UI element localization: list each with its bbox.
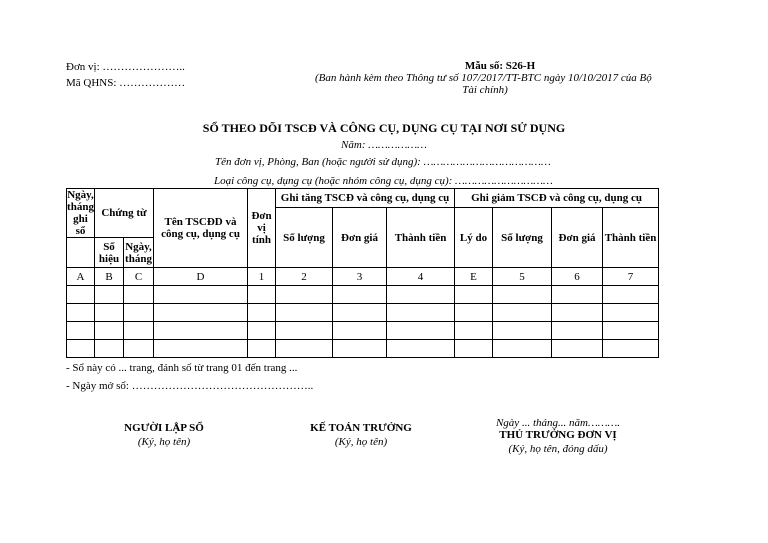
header-date-cont [67,238,95,268]
page-title: SỔ THEO DÕI TSCĐ VÀ CÔNG CỤ, DỤNG CỤ TẠI NƠI SỬ DỤNG [202,121,566,135]
code-cell: D [154,268,248,286]
sign-date-line: Ngày ... tháng... năm………. [495,417,621,429]
header-amount-decrease: Thành tiền [603,208,659,268]
code-cell: C [124,268,154,286]
code-cell: 5 [493,268,552,286]
preparer-sub: (Ký, họ tên) [137,436,191,448]
qhns-line: Mã QHNS: ……………… [66,77,186,89]
code-cell: 1 [248,268,276,286]
dept-line: Tên đơn vị, Phòng, Ban (hoặc người sử dụng): ………………………………… [215,156,551,168]
header-date: Ngày, tháng ghi sổ [67,189,94,237]
code-cell: 6 [552,268,603,286]
preparer-title: NGƯỜI LẬP SỔ [124,422,204,434]
header-voucher-no: Số hiệu [95,238,124,268]
code-cell: 3 [333,268,387,286]
header-amount-increase: Thành tiền [387,208,455,268]
head-sub: (Ký, họ tên, đóng dấu) [508,443,608,455]
accountant-title: KẾ TOÁN TRƯỞNG [310,422,412,434]
header-price-decrease: Đơn giá [552,208,603,268]
header-qty-increase: Số lượng [276,208,333,268]
form-number: Mẫu số: S26-H [464,60,536,72]
table-row [67,286,659,304]
accountant-sub: (Ký, họ tên) [334,436,388,448]
code-cell: E [455,268,493,286]
header-asset-name: Tên TSCĐD và công cụ, dụng cụ [154,189,248,268]
header-increase: Ghi tăng TSCĐ và công cụ, dụng cụ [276,189,455,208]
header-decrease: Ghi giảm TSCĐ và công cụ, dụng cụ [455,189,659,208]
ledger-table [66,188,659,358]
tool-type-line: Loại công cụ, dụng cụ (hoặc nhóm công cụ, dụng cụ): ………………………… [214,175,553,187]
header-qty-decrease: Số lượng [493,208,552,268]
header-voucher-date: Ngày, tháng [124,238,154,268]
circular-line-2: Tài chính) [462,84,508,96]
open-date-note: - Ngày mở sổ: ………………………………………….. [66,380,314,392]
code-cell: A [67,268,95,286]
circular-line-1: (Ban hành kèm theo Thông tư số 107/2017/TT-BTC ngày 10/10/2017 của Bộ [315,72,652,84]
year-line: Năm: ……………… [341,139,427,151]
code-cell: B [95,268,124,286]
header-unit: Đơn vị tính [248,189,276,268]
header-voucher: Chứng từ [95,189,154,238]
code-cell: 2 [276,268,333,286]
head-title: THỦ TRƯỞNG ĐƠN VỊ [499,429,617,441]
table-row [67,340,659,358]
pages-note: - Sổ này có ... trang, đánh số từ trang 01 đến trang ... [66,362,298,374]
header-price-increase: Đơn giá [333,208,387,268]
code-cell: 7 [603,268,659,286]
table-row [67,322,659,340]
code-cell: 4 [387,268,455,286]
unit-line: Đơn vị: ………………….. [66,61,185,73]
code-row [67,268,659,286]
header-reason: Lý do [455,208,493,268]
table-row [67,304,659,322]
